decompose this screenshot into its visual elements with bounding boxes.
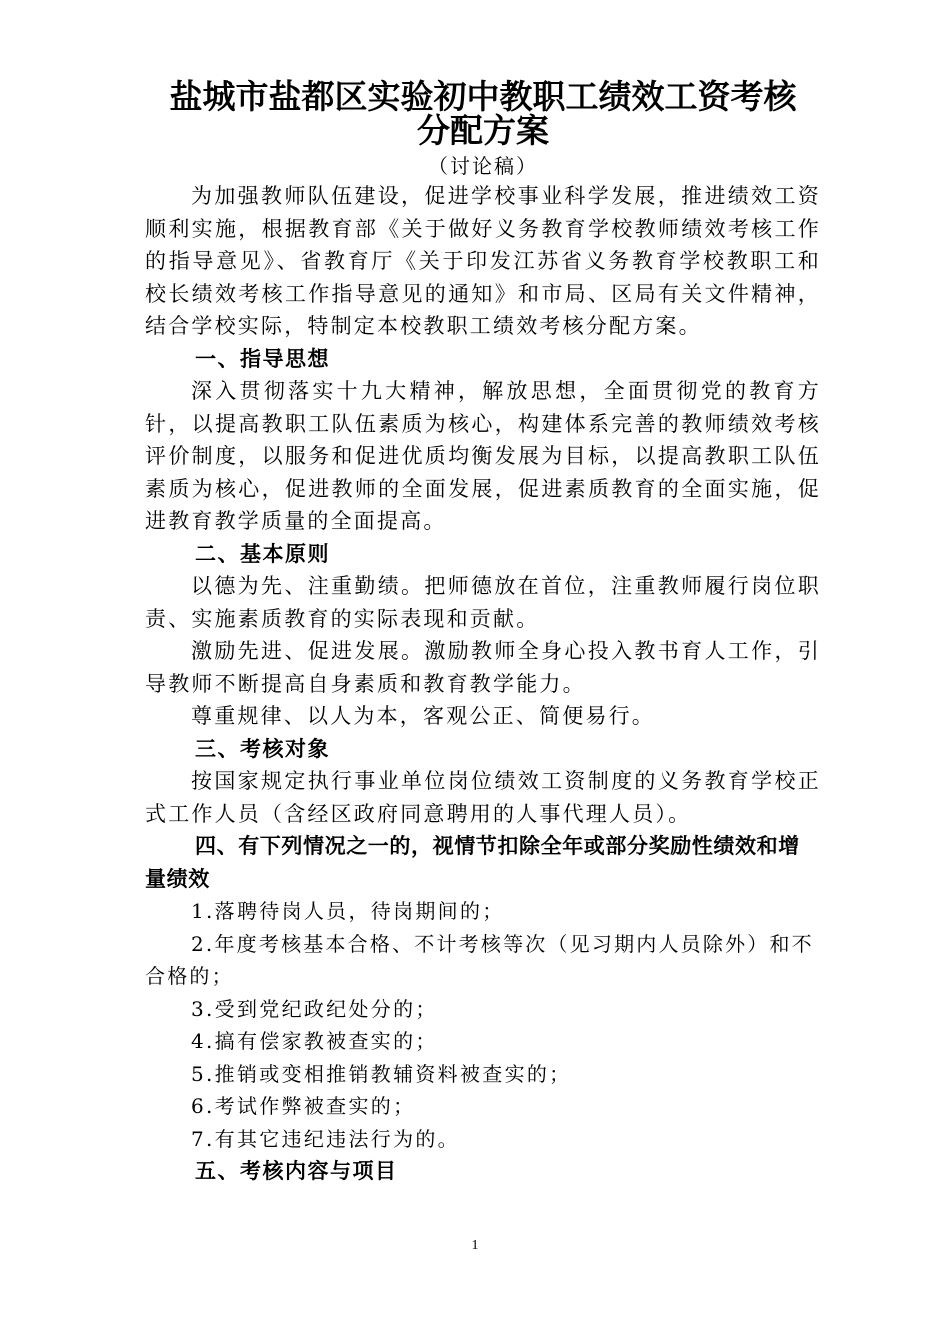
section-2-paragraph-3: 尊重规律、以人为本，客观公正、简便易行。: [191, 704, 655, 728]
section-heading-2: 二、基本原则: [195, 541, 330, 566]
list-item: 4.搞有偿家教被查实的；: [191, 1029, 438, 1053]
section-1-paragraph: 深入贯彻落实十九大精神，解放思想，全面贯彻党的教育方针，以提高教职工队伍素质为核心，构建体系完善的教师绩效考核评价制度，以服务和促进优质均衡发展为目标，以提高教职工队伍素质为核心，促进教师的全面发展，促进素质教育的全面实施，促进教育教学质量的全面提高。: [145, 379, 821, 533]
document-page: [145, 77, 821, 1188]
section-3-paragraph: 按国家规定执行事业单位岗位绩效工资制度的义务教育学校正式工作人员（含经区政府同意聘用的人事代理人员）。: [145, 769, 821, 826]
page-number: 1: [471, 1238, 479, 1253]
section-2-paragraph-1: 以德为先、注重勤绩。把师德放在首位，注重教师履行岗位职责、实施素质教育的实际表现和贡献。: [145, 574, 821, 631]
list-item: 3.受到党纪政纪处分的；: [191, 996, 438, 1021]
section-heading-1: 一、指导思想: [195, 346, 330, 371]
intro-paragraph: 为加强教师队伍建设，促进学校事业科学发展，推进绩效工资顺利实施，根据教育部《关于做好义务教育学校教师绩效考核工作的指导意见》、省教育厅《关于印发江苏省义务教育学校教职工和校长绩效考核工作指导意见的通知》和市局、区局有关文件精神，结合学校实际，特制定本校教职工绩效考核分配方案。: [145, 184, 821, 338]
section-2-paragraph-2: 激励先进、促进发展。激励教师全身心投入教书育人工作，引导教师不断提高自身素质和教育教学能力。: [145, 639, 821, 696]
title-line-1: 盐城市盐都区实验初中教职工绩效工资考核: [169, 77, 797, 116]
list-item: 7.有其它违纪违法行为的。: [191, 1126, 460, 1151]
list-item: 5.推销或变相推销教辅资料被查实的；: [191, 1061, 572, 1086]
list-item: 6.考试作弊被查实的；: [191, 1094, 416, 1118]
section-heading-4: 四、有下列情况之一的，视情节扣除全年或部分奖励性绩效和增量绩效: [145, 834, 800, 891]
document-title: [145, 77, 821, 150]
document-subtitle: （讨论稿）: [428, 154, 538, 178]
list-item: 1.落聘待岗人员，待岗期间的；: [191, 899, 505, 923]
section-heading-5: 五、考核内容与项目: [195, 1159, 398, 1183]
section-heading-3: 三、考核对象: [195, 736, 330, 761]
title-line-2: 分配方案: [417, 111, 549, 150]
list-item: 2.年度考核基本合格、不计考核等次（见习期内人员除外）和不合格的；: [145, 931, 814, 988]
